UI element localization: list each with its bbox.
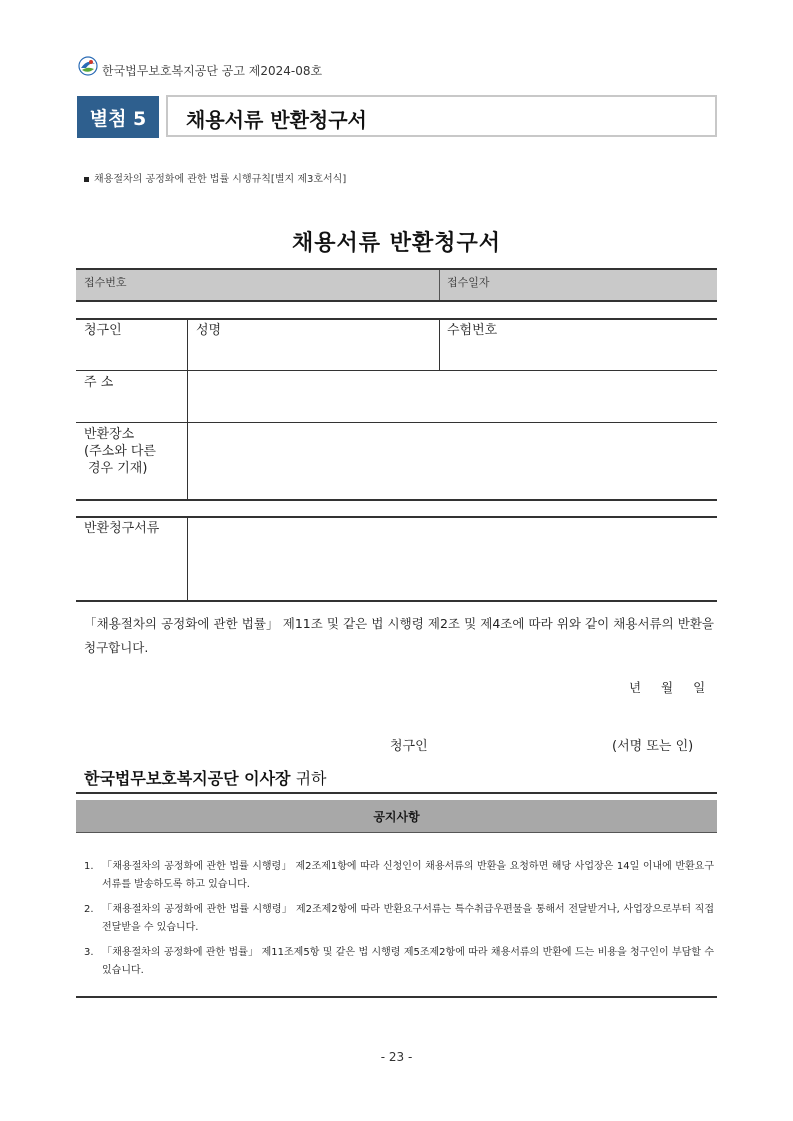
page-number: - 23 - [380, 1050, 413, 1064]
attachment-title: 채용서류 반환청구서 [186, 108, 367, 132]
claimant-label: 청구인 [84, 323, 122, 338]
receipt-divider [439, 270, 440, 300]
notice-item-number: 2. [84, 904, 94, 915]
notice-bottom-border [76, 996, 717, 998]
notice-item [84, 944, 714, 980]
address-field[interactable] [196, 376, 711, 418]
documents-label: 반환청구서류 [84, 521, 160, 536]
notice-top-border [76, 792, 717, 794]
return-place-label-line: (주소와 다른 [84, 444, 156, 459]
return-place-label-line: 경우 기재) [88, 461, 148, 476]
name-label: 성명 [196, 323, 222, 338]
table-bottom-border [76, 499, 717, 501]
address-label: 주 소 [84, 375, 114, 390]
legal-reference [84, 170, 346, 185]
notice-item-number: 3. [84, 947, 94, 958]
notice-list [84, 858, 714, 987]
legal-reference-text: 채용절차의 공정화에 관한 법률 시행규칙[별지 제3호서식] [94, 174, 347, 185]
request-statement: 「채용절차의 공정화에 관한 법률」 제11조 및 같은 법 시행령 제2조 및 제4조에 따라 위와 같이 채용서류의 반환을 청구합니다. [84, 616, 714, 655]
addressee-name: 한국법무보호복지공단 이사장 [84, 769, 291, 788]
addressee-suffix: 귀하 [295, 769, 327, 788]
notice-item-text: 「채용절차의 공정화에 관한 법률」 제11조제5항 및 같은 법 시행령 제5조제2항에 따라 채용서류의 반환에 드는 비용을 청구인이 부담할 수 있습니다. [102, 947, 714, 976]
signature-note: (서명 또는 인) [612, 739, 694, 754]
column-divider [439, 318, 440, 370]
column-divider [187, 516, 188, 602]
documents-top-border [76, 516, 717, 518]
square-bullet-icon [84, 177, 89, 182]
return-place-label [84, 426, 156, 477]
table-top-border [76, 318, 717, 320]
notice-item-text: 「채용절차의 공정화에 관한 법률 시행령」 제2조제1항에 따라 신청인이 채용서류의 반환을 요청하면 해당 사업장은 14일 이내에 반환요구서류를 발송하도록 하고 있습니다. [102, 861, 714, 890]
row-divider [76, 370, 717, 371]
column-divider [187, 318, 188, 500]
notice-heading: 공지사항 [76, 800, 717, 833]
exam-number-label: 수험번호 [447, 323, 498, 338]
receipt-bar [76, 268, 717, 302]
announcement-number: 한국법무보호복지공단 공고 제2024-08호 [102, 64, 323, 78]
exam-number-field[interactable] [447, 340, 711, 366]
addressee [84, 766, 327, 789]
notice-item-text: 「채용절차의 공정화에 관한 법률 시행령」 제2조제2항에 따라 반환요구서류는 특수취급우편물을 통해서 전달받거나, 사업장으로부터 직접 전달받을 수 있습니다. [102, 904, 714, 933]
form-title: 채용서류 반환청구서 [292, 231, 501, 256]
notice-item [84, 858, 714, 894]
receipt-date-label: 접수일자 [447, 276, 490, 289]
receipt-number-label: 접수번호 [84, 276, 127, 289]
attachment-badge: 별첨 5 [77, 96, 159, 138]
organization-logo-icon [78, 56, 98, 76]
documents-field[interactable] [196, 522, 711, 596]
notice-item [84, 901, 714, 937]
signature-claimant-label: 청구인 [390, 739, 428, 754]
date-line: 년 월 일 [629, 680, 706, 695]
notice-item-number: 1. [84, 861, 94, 872]
documents-bottom-border [76, 600, 717, 602]
return-place-field[interactable] [196, 428, 711, 494]
name-field[interactable] [196, 340, 432, 366]
return-place-label-line: 반환장소 [84, 427, 135, 442]
row-divider [76, 422, 717, 423]
